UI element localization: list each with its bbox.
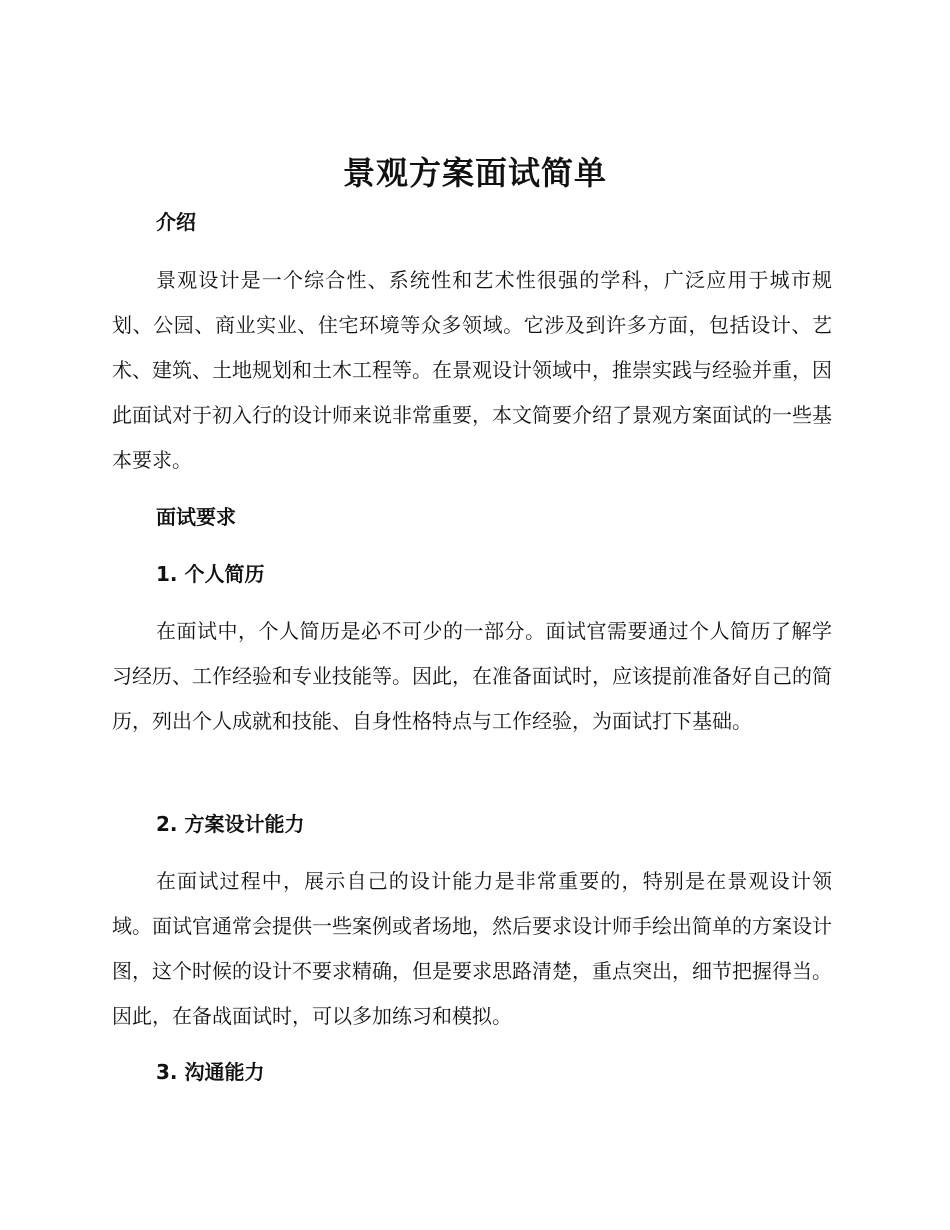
section-paragraph-design-ability: 在面试过程中，展示自己的设计能力是非常重要的，特别是在景观设计领域。面试官通常会提供一些案例或者场地，然后要求设计师手绘出简单的方案设计图，这个时候的设计不要求精确，但是要求思路清楚，重点突出，细节把握得当。因此，在备战面试时，可以多加练习和模拟。 [112,869,832,1028]
section-heading-resume: 1. 个人简历 [156,562,265,586]
intro-heading: 介绍 [156,210,196,234]
requirements-heading: 面试要求 [156,505,236,529]
section-heading-communication: 3. 沟通能力 [156,1060,265,1084]
intro-paragraph: 景观设计是一个综合性、系统性和艺术性很强的学科，广泛应用于城市规划、公园、商业实业、住宅环境等众多领域。它涉及到许多方面，包括设计、艺术、建筑、土地规划和土木工程等。在景观设计领域中，推崇实践与经验并重，因此面试对于初入行的设计师来说非常重要，本文简要介绍了景观方案面试的一些基本要求。 [112,268,832,472]
document-title: 景观方案面试简单 [342,154,607,192]
section-heading-design-ability: 2. 方案设计能力 [156,812,305,836]
section-paragraph-resume: 在面试中，个人简历是必不可少的一部分。面试官需要通过个人简历了解学习经历、工作经验和专业技能等。因此，在准备面试时，应该提前准备好自己的简历，列出个人成就和技能、自身性格特点与工作经验，为面试打下基础。 [112,619,832,733]
